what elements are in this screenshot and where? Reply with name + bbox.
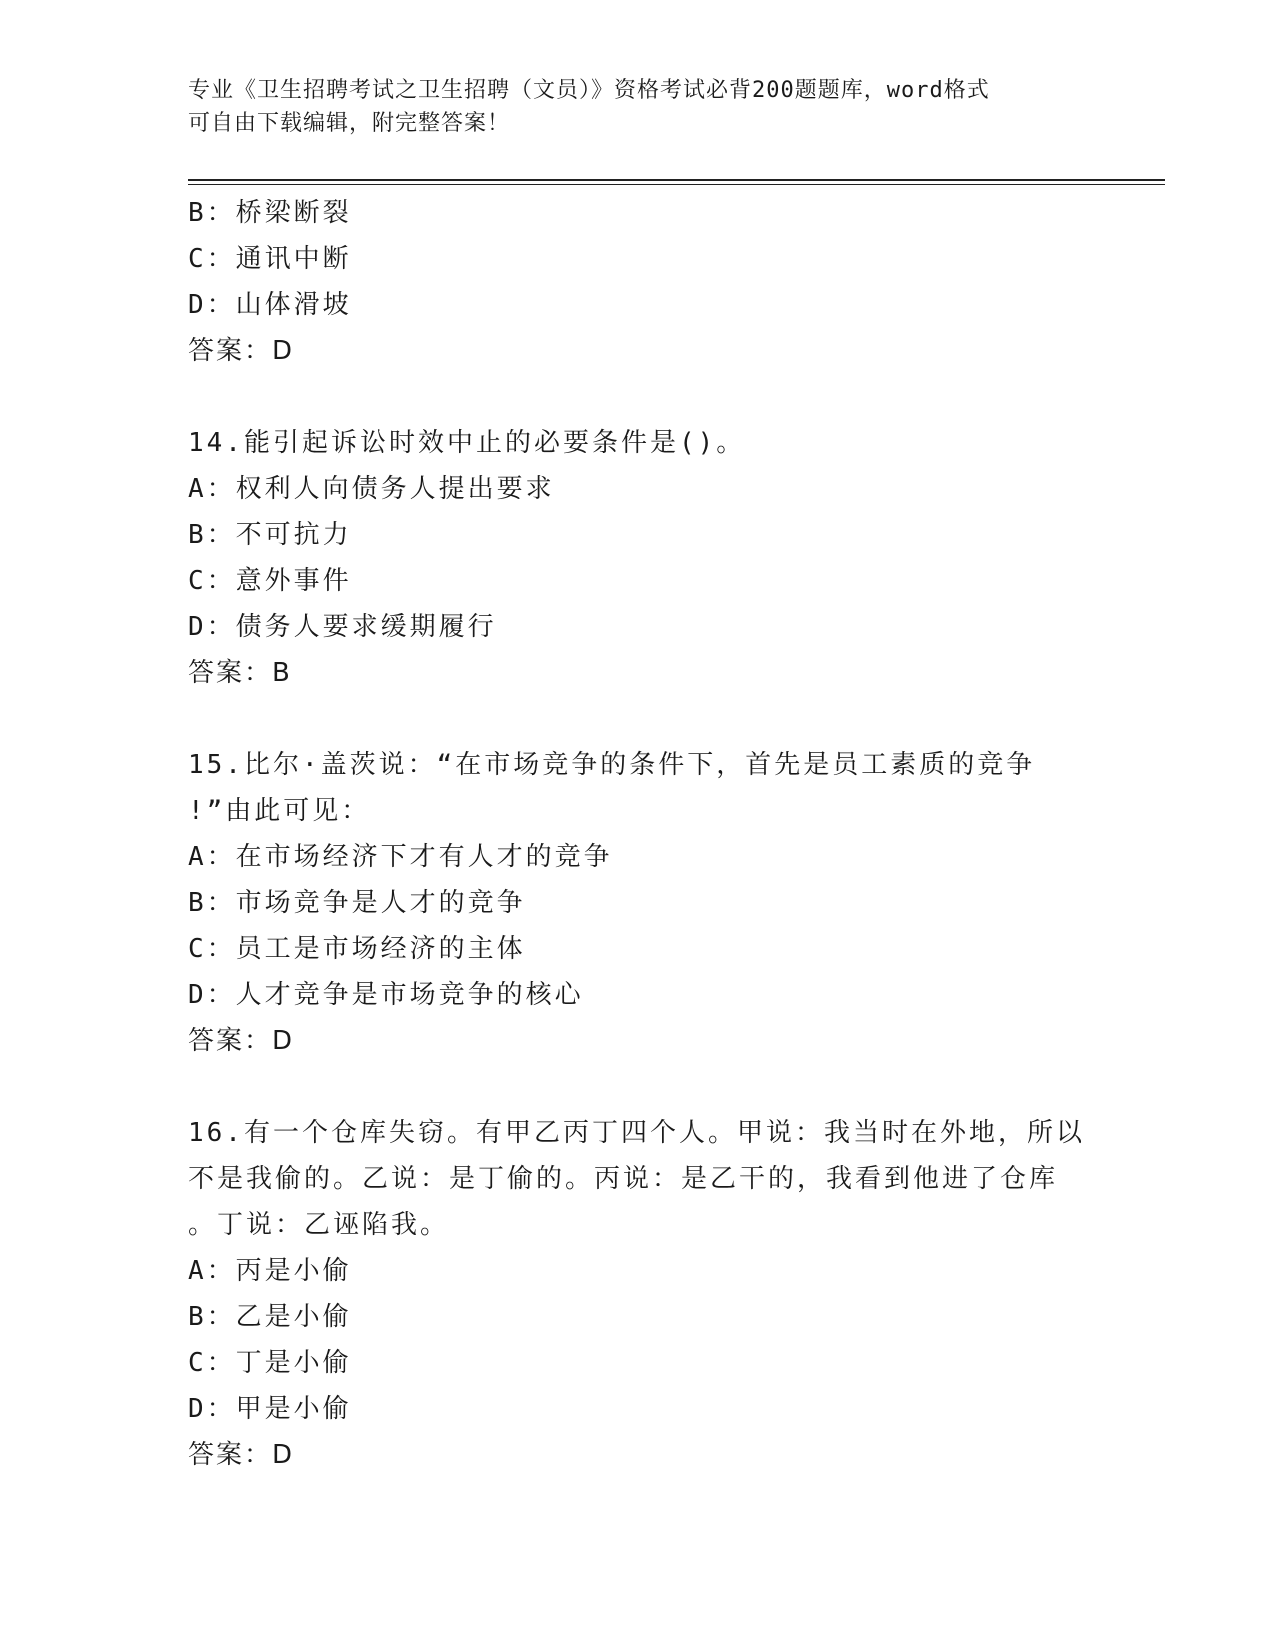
option-d: D：人才竞争是市场竞争的核心 [188, 980, 584, 1010]
answer-line: 答案：D [188, 1026, 295, 1056]
option-c: C：员工是市场经济的主体 [188, 934, 526, 964]
question-list [188, 190, 1088, 1478]
option-c: C：意外事件 [188, 566, 352, 596]
option-c: C：丁是小偷 [188, 1348, 352, 1378]
option-c: C：通讯中断 [188, 244, 352, 274]
spacer [188, 1064, 1088, 1110]
option-d: D：山体滑坡 [188, 290, 352, 320]
header-divider-thick [188, 179, 1165, 181]
option-a: A：丙是小偷 [188, 1256, 352, 1286]
question-15 [188, 742, 1088, 1064]
header-divider-thin [188, 184, 1165, 185]
question-stem-continued: 。丁说：乙诬陷我。 [188, 1210, 450, 1240]
option-b: B：市场竞争是人才的竞争 [188, 888, 526, 918]
question-stem: 14.能引起诉讼时效中止的必要条件是()。 [188, 428, 746, 458]
option-d: D：甲是小偷 [188, 1394, 352, 1424]
option-d: D：债务人要求缓期履行 [188, 612, 497, 642]
header-line-2: 可自由下载编辑，附完整答案！ [188, 111, 511, 136]
option-b: B：桥梁断裂 [188, 198, 352, 228]
spacer [188, 374, 1088, 420]
option-a: A：权利人向债务人提出要求 [188, 474, 555, 504]
answer-line: 答案：D [188, 336, 295, 366]
question-13-tail [188, 190, 1088, 374]
question-stem-continued: !”由此可见： [188, 796, 371, 826]
answer-line: 答案：D [188, 1440, 295, 1470]
spacer [188, 696, 1088, 742]
header-line-1: 专业《卫生招聘考试之卫生招聘（文员）》资格考试必背200题题库，word格式 [188, 78, 990, 103]
question-stem-continued: 不是我偷的。乙说：是丁偷的。丙说：是乙干的，我看到他进了仓库 [188, 1164, 1059, 1194]
option-a: A：在市场经济下才有人才的竞争 [188, 842, 613, 872]
question-14 [188, 420, 1088, 696]
option-b: B：乙是小偷 [188, 1302, 352, 1332]
option-b: B：不可抗力 [188, 520, 352, 550]
document-header [188, 74, 1088, 140]
question-stem: 15.比尔·盖茨说：“在市场竞争的条件下，首先是员工素质的竞争 [188, 750, 1036, 780]
answer-line: 答案：B [188, 658, 292, 688]
question-16 [188, 1110, 1088, 1478]
question-stem: 16.有一个仓库失窃。有甲乙丙丁四个人。甲说：我当时在外地，所以 [188, 1118, 1085, 1148]
